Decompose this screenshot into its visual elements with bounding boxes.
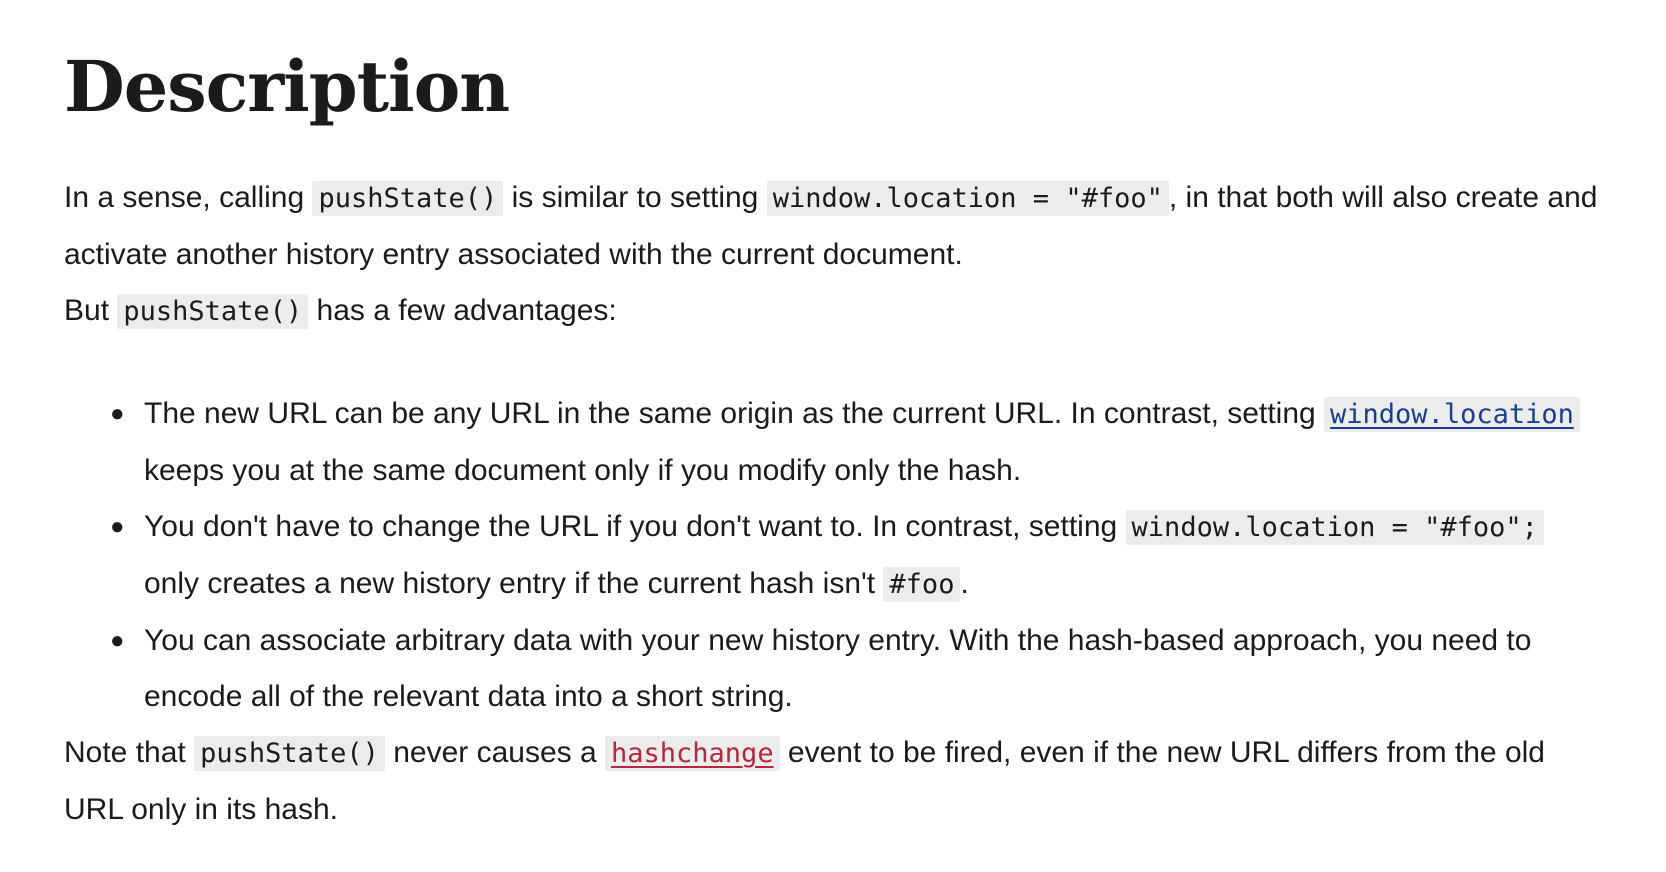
list-item: [110, 613, 1602, 725]
text-span: only creates a new history entry if the current hash isn't: [144, 567, 884, 600]
code-window-location-foo: window.location = "#foo": [767, 181, 1169, 216]
advantages-list: [64, 386, 1602, 725]
text-span: You can associate arbitrary data with your new history entry. With the hash-based approach, you need to encode all of the relevant data into a short string.: [144, 624, 1532, 713]
text-span: .: [960, 567, 969, 600]
text-span: But: [64, 294, 118, 327]
text-span: has a few advantages:: [308, 294, 617, 327]
bullet-icon: ●: [110, 400, 125, 427]
note-paragraph: [64, 725, 1602, 838]
text-span: The new URL can be any URL in the same origin as the current URL. In contrast, setting: [144, 397, 1325, 430]
text-span: , in that both will also create and activate another history entry associated with the current document.: [64, 181, 1598, 271]
intro-block: [64, 170, 1602, 340]
text-span: You don't have to change the URL if you don't want to. In contrast, setting: [144, 510, 1126, 543]
list-item: [110, 386, 1602, 499]
text-span: is similar to setting: [503, 181, 767, 214]
intro-paragraph-2: [64, 283, 1602, 340]
text-span: Note that: [64, 736, 195, 769]
code-pushstate: pushState(): [194, 736, 385, 771]
bullet-icon: ●: [110, 627, 125, 654]
window-location-link[interactable]: [1324, 397, 1580, 430]
hashchange-link[interactable]: [605, 736, 780, 769]
section-heading: Description: [64, 45, 510, 128]
intro-paragraph-1: [64, 170, 1602, 283]
list-item: [110, 499, 1602, 613]
text-span: In a sense, calling: [64, 181, 313, 214]
text-span: keeps you at the same document only if you modify only the hash.: [144, 454, 1022, 487]
code-pushstate: pushState(): [117, 294, 308, 329]
code-hashchange: hashchange: [605, 736, 780, 771]
code-window-location-foo: window.location = "#foo";: [1126, 510, 1544, 545]
bullet-icon: ●: [110, 513, 125, 540]
code-pushstate: pushState(): [312, 181, 503, 216]
text-span: event to be fired, even if the new URL differs from the old URL only in its hash.: [64, 736, 1545, 826]
text-span: never causes a: [384, 736, 606, 769]
code-hash-foo: #foo: [883, 567, 960, 602]
code-window-location: window.location: [1324, 397, 1580, 432]
